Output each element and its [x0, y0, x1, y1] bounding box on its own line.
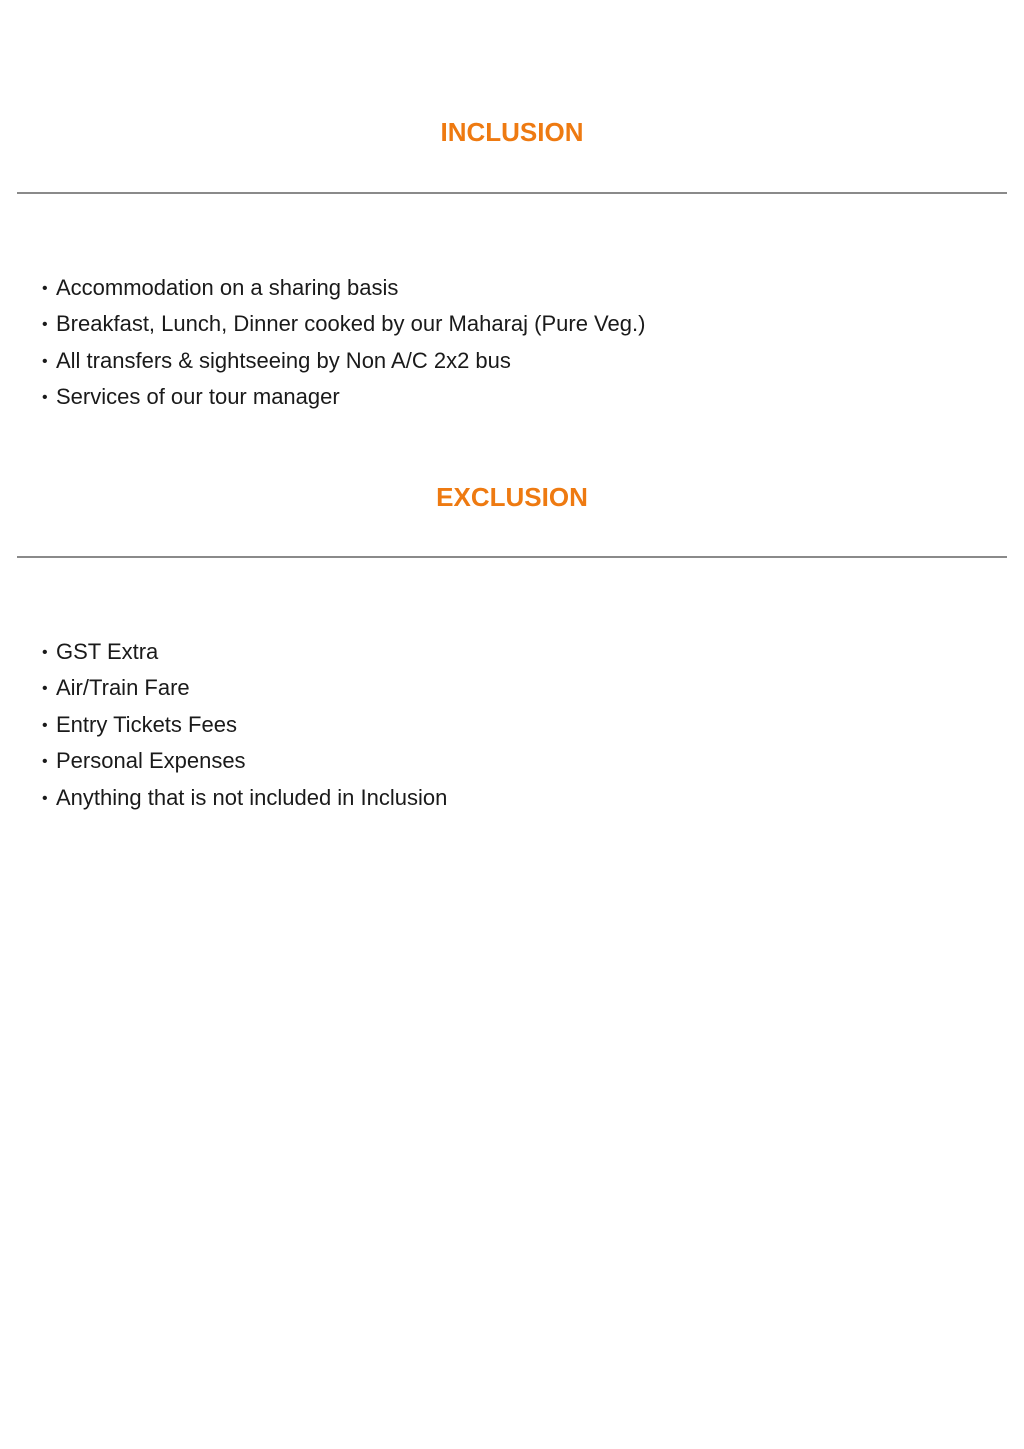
inclusion-item [42, 270, 645, 306]
exclusion-heading: EXCLUSION [436, 482, 588, 512]
exclusion-list [42, 634, 447, 816]
inclusion-item-text: Accommodation on a sharing basis [56, 275, 399, 300]
inclusion-item [42, 343, 645, 379]
inclusion-item-text: Services of our tour manager [56, 384, 340, 410]
inclusion-item-text: All transfers & sightseeing by Non A/C 2x2 bus [56, 347, 511, 373]
exclusion-item [42, 743, 447, 779]
exclusion-item-text: Air/Train Fare [56, 675, 190, 701]
inclusion-item-text: Breakfast, Lunch, Dinner cooked by our Maharaj (Pure Veg.) [56, 311, 646, 337]
bullet-icon: • [42, 389, 48, 407]
inclusion-item [42, 379, 645, 415]
exclusion-item [42, 634, 447, 670]
bullet-icon: • [42, 680, 48, 698]
exclusion-item [42, 670, 447, 706]
inclusion-item [42, 306, 645, 342]
exclusion-item-text: Personal Expenses [56, 748, 246, 774]
bullet-icon: • [42, 644, 48, 661]
exclusion-item [42, 780, 447, 816]
exclusion-item [42, 707, 447, 743]
bullet-icon: • [42, 716, 48, 734]
exclusion-divider [17, 556, 1007, 558]
exclusion-item-text: Anything that is not included in Inclusion [56, 784, 448, 810]
bullet-icon: • [42, 789, 48, 807]
inclusion-list [42, 270, 645, 416]
inclusion-divider [17, 192, 1007, 194]
bullet-icon: • [42, 316, 48, 334]
inclusion-heading: INCLUSION [440, 117, 584, 147]
exclusion-item-text: GST Extra [56, 639, 159, 664]
exclusion-item-text: Entry Tickets Fees [56, 711, 237, 737]
bullet-icon: • [42, 352, 48, 370]
bullet-icon: • [42, 280, 48, 297]
bullet-icon: • [42, 753, 48, 771]
